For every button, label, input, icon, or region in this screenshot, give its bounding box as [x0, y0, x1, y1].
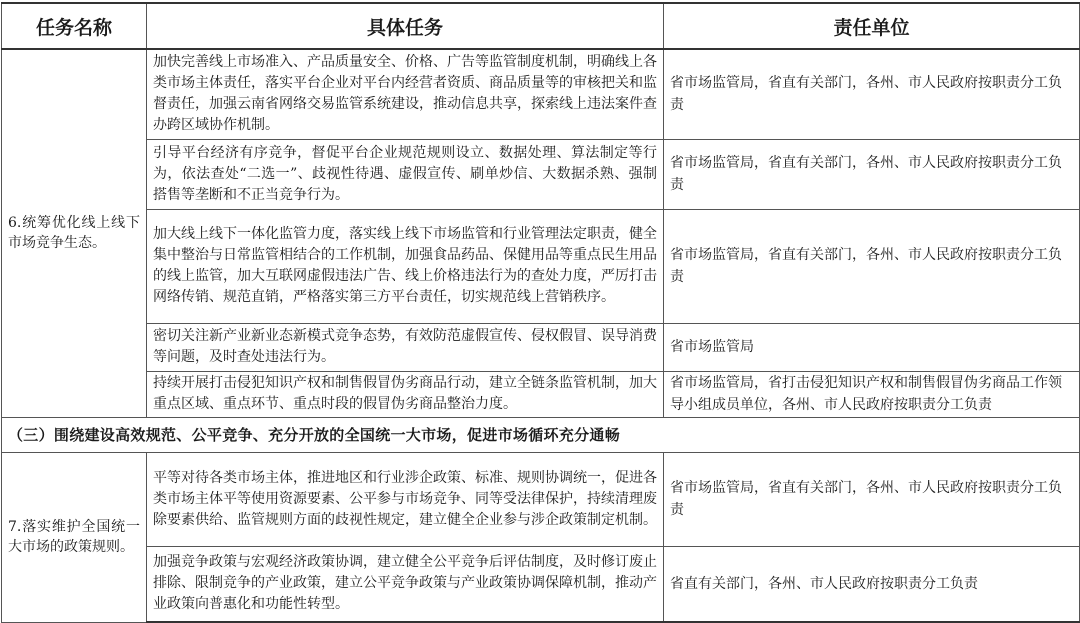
table-row: [2, 546, 1080, 622]
table-row: [2, 139, 1080, 209]
responsibility-cell: 省市场监管局: [664, 323, 1080, 371]
table-row: [2, 209, 1080, 323]
task-cell: 加强竞争政策与宏观经济政策协调，建立健全公平竞争后评估制度，及时修订废止排除、限制竞争的产业政策，建立公平竞争政策与产业政策协调保障机制，推动产业政策向普惠化和功能性转型。: [147, 546, 664, 622]
task-table: [1, 2, 1080, 623]
responsibility-cell: 省市场监管局，省直有关部门，各州、市人民政府按职责分工负责: [664, 49, 1080, 139]
responsibility-cell: 省市场监管局，省直有关部门，各州、市人民政府按职责分工负责: [664, 209, 1080, 323]
header-row: [2, 3, 1080, 49]
task-cell: 加大线上线下一体化监管力度，落实线上线下市场监管和行业管理法定职责，健全集中整治与日常监管相结合的工作机制，加强食品药品、保健用品等重点民生用品的线上监管，加大互联网虚假违法广告、线上价格违法行为的查处力度，严厉打击网络传销、规范直销，严格落实第三方平台责任，切实规范线上营销秩序。: [147, 209, 664, 323]
responsibility-cell: 省市场监管局，省直有关部门，各州、市人民政府按职责分工负责: [664, 452, 1080, 546]
section-row: [2, 417, 1080, 452]
header-specific-tasks: 具体任务: [147, 3, 664, 49]
responsibility-cell: 省直有关部门，各州、市人民政府按职责分工负责: [664, 546, 1080, 622]
responsibility-cell: 省市场监管局，省直有关部门，各州、市人民政府按职责分工负责: [664, 139, 1080, 209]
table-row: [2, 49, 1080, 139]
task-cell: 持续开展打击侵犯知识产权和制售假冒伪劣商品行动，建立全链条监管机制，加大重点区域、重点环节、重点时段的假冒伪劣商品整治力度。: [147, 371, 664, 417]
section-title: （三）围绕建设高效规范、公平竞争、充分开放的全国统一大市场，促进市场循环充分通畅: [2, 417, 1080, 452]
responsibility-cell: 省市场监管局，省打击侵犯知识产权和制售假冒伪劣商品工作领导小组成员单位，各州、市人民政府按职责分工负责: [664, 371, 1080, 417]
header-responsible-units: 责任单位: [664, 3, 1080, 49]
task-cell: 平等对待各类市场主体，推进地区和行业涉企政策、标准、规则协调统一，促进各类市场主体平等使用资源要素、公平参与市场竞争、同等受法律保护，持续清理废除要素供给、监管规则方面的歧视性规定，建立健全企业参与涉企政策制定机制。: [147, 452, 664, 546]
task-cell: 加快完善线上市场准入、产品质量安全、价格、广告等监管制度机制，明确线上各类市场主体责任，落实平台企业对平台内经营者资质、商品质量等的审核把关和监督责任，加强云南省网络交易监管系统建设，推动信息共享，探索线上违法案件查办跨区域协作机制。: [147, 49, 664, 139]
task-cell: 密切关注新产业新业态新模式竞争态势，有效防范虚假宣传、侵权假冒、误导消费等问题，及时查处违法行为。: [147, 323, 664, 371]
table-row: [2, 452, 1080, 546]
table-row: [2, 371, 1080, 417]
table-row: [2, 323, 1080, 371]
task-cell: 引导平台经济有序竞争，督促平台企业规范规则设立、数据处理、算法制定等行为，依法查处“二选一”、歧视性待遇、虚假宣传、刷单炒信、大数据杀熟、强制搭售等垄断和不正当竞争行为。: [147, 139, 664, 209]
task-group-name: 7.落实维护全国统一大市场的政策规则。: [2, 452, 147, 622]
header-task-name: 任务名称: [2, 3, 147, 49]
task-group-name: 6.统筹优化线上线下市场竞争生态。: [2, 49, 147, 417]
